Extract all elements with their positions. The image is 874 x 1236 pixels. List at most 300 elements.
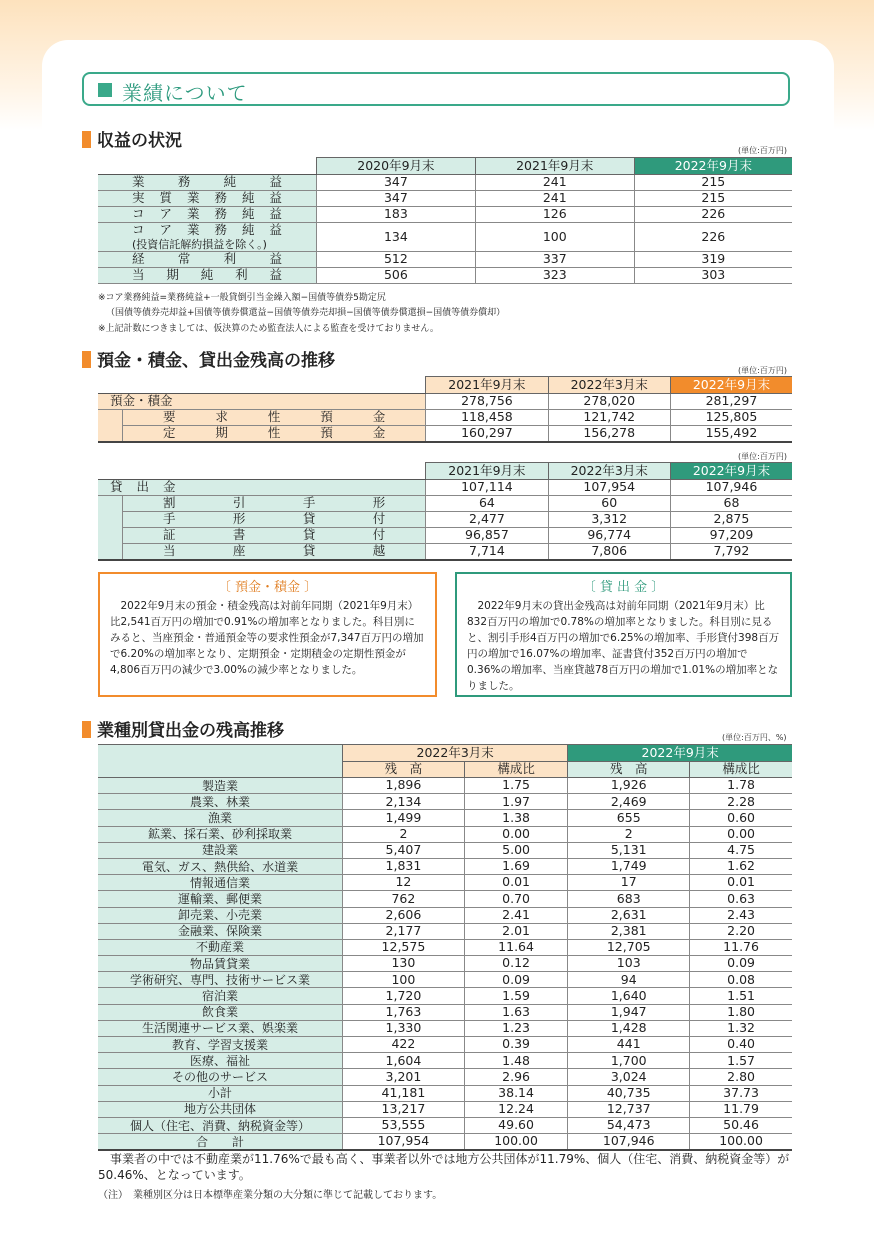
- label-char: 書: [232, 527, 246, 543]
- value-cell: 2.01: [464, 923, 567, 939]
- indent-cell: [98, 512, 123, 528]
- value-cell: 0.09: [464, 972, 567, 988]
- value-cell: 0.00: [464, 826, 567, 842]
- value-cell: 2,469: [568, 794, 690, 810]
- table-row: [98, 207, 792, 223]
- table-row: [98, 1069, 792, 1085]
- label-char: コ: [132, 206, 145, 222]
- value-cell: 2.20: [690, 923, 792, 939]
- value-cell: 1.23: [464, 1020, 567, 1036]
- header-row: [98, 377, 792, 394]
- row-label: 個人（住宅、消費、納税資金等）: [98, 1117, 343, 1133]
- label-char: 金: [372, 409, 386, 425]
- label-char: 利: [223, 251, 237, 267]
- table-row: [98, 810, 792, 826]
- table-row: [98, 1004, 792, 1020]
- table-row: [98, 907, 792, 923]
- value-cell: 7,792: [670, 544, 792, 561]
- row-label: 鉱業、採石業、砂利採取業: [98, 826, 343, 842]
- header-blank: [98, 377, 426, 394]
- label-char: 純: [241, 222, 255, 238]
- heading-bar-icon: [82, 721, 91, 738]
- value-cell: 100.00: [690, 1134, 792, 1151]
- value-cell: 50.46: [690, 1117, 792, 1133]
- row-label: 運輸業、郵便業: [98, 891, 343, 907]
- label-char: 利: [235, 267, 248, 283]
- value-cell: 1.97: [464, 794, 567, 810]
- row-label: 電気、ガス、熱供給、水道業: [98, 858, 343, 874]
- value-cell: 11.76: [690, 939, 792, 955]
- heading-bar-icon: [82, 131, 91, 148]
- table-row: [98, 544, 792, 561]
- table-row: [98, 891, 792, 907]
- label-char: 越: [372, 543, 386, 559]
- deposit-table: [98, 376, 792, 443]
- value-cell: 64: [426, 496, 548, 512]
- row-label: 預金・積金: [98, 394, 426, 410]
- header-blank: [98, 745, 343, 778]
- value-cell: 2,381: [568, 923, 690, 939]
- page-title: 業績について: [122, 81, 248, 105]
- table-row: [98, 223, 792, 252]
- row-label: [123, 496, 426, 512]
- table-row: [98, 410, 792, 426]
- label-char: 金: [372, 425, 386, 441]
- header-cell: 2022年3月末: [548, 377, 670, 394]
- label-char: 引: [232, 495, 246, 511]
- label-char: 割: [163, 495, 176, 511]
- loan-commentary-title: 〔 貸 出 金 〕: [582, 580, 665, 595]
- label-char: 性: [267, 425, 281, 441]
- label-char: 求: [215, 409, 228, 425]
- loan-commentary-box: [455, 572, 792, 697]
- label-char: 手: [302, 495, 316, 511]
- table-row: [98, 1053, 792, 1069]
- label-char: 益: [269, 206, 282, 222]
- indent-cell: [98, 410, 123, 426]
- table-row: [98, 988, 792, 1004]
- value-cell: 241: [475, 191, 634, 207]
- value-cell: 100: [343, 972, 465, 988]
- value-cell: 215: [634, 191, 792, 207]
- value-cell: 2,134: [343, 794, 465, 810]
- row-label: 宿泊業: [98, 988, 343, 1004]
- row-label: 金融業、保険業: [98, 923, 343, 939]
- deposit-commentary-text: 2022年9月末の預金・積金残高は対前年同期（2021年9月末）比2,541百万円の増加で0.91%の増加率となりました。科目別にみると、当座預金・普通預金等の要求性預金が7,347百万円の増加で6.20%の増加率となり、定期預金・定期積金の定期性預金が4,806百万円の減少で3.00%の減少率となりました。: [110, 600, 424, 676]
- label-char: 経: [132, 251, 145, 267]
- row-label: 教育、学習支援業: [98, 1037, 343, 1053]
- value-cell: 7,806: [548, 544, 670, 561]
- header-row: [98, 158, 792, 175]
- value-cell: 37.73: [690, 1085, 792, 1101]
- value-cell: 1.62: [690, 858, 792, 874]
- sub-header: 構成比: [464, 762, 567, 778]
- row-label: 情報通信業: [98, 875, 343, 891]
- value-cell: 2,875: [670, 512, 792, 528]
- value-cell: 226: [634, 207, 792, 223]
- value-cell: 0.70: [464, 891, 567, 907]
- value-cell: 17: [568, 875, 690, 891]
- row-label-text: [163, 529, 385, 542]
- value-cell: 100.00: [464, 1134, 567, 1151]
- value-cell: 5,131: [568, 842, 690, 858]
- value-cell: 1.75: [464, 778, 567, 794]
- row-label: 飲食業: [98, 1004, 343, 1020]
- row-label: 農業、林業: [98, 794, 343, 810]
- row-label: [98, 191, 317, 207]
- table-row: [98, 1020, 792, 1036]
- value-cell: 0.01: [464, 875, 567, 891]
- table-row: [98, 923, 792, 939]
- row-label-text: [163, 427, 385, 440]
- label-char: 貸: [302, 543, 316, 559]
- label-char: 質: [159, 190, 172, 206]
- value-cell: 12.24: [464, 1101, 567, 1117]
- value-cell: 97,209: [670, 528, 792, 544]
- table-row: [98, 1134, 792, 1151]
- period-header: 2022年3月末: [343, 745, 568, 762]
- row-label: 地方公共団体: [98, 1101, 343, 1117]
- row-label-text: [163, 513, 385, 526]
- table-row: [98, 1085, 792, 1101]
- value-cell: 1,720: [343, 988, 465, 1004]
- header-cell: 2022年9月末: [670, 463, 792, 480]
- value-cell: 0.00: [690, 826, 792, 842]
- header-cell: 2022年9月末: [634, 158, 792, 175]
- row-label: [98, 207, 317, 223]
- label-char: 益: [269, 267, 282, 283]
- header-blank: [98, 158, 317, 175]
- value-cell: 1,330: [343, 1020, 465, 1036]
- section-heading-income: 収益の状況: [82, 126, 182, 151]
- sub-header: 残 高: [568, 762, 690, 778]
- value-cell: 4.75: [690, 842, 792, 858]
- label-char: 貸: [302, 527, 316, 543]
- header-row: [98, 463, 792, 480]
- value-cell: 323: [475, 268, 634, 284]
- value-cell: 1,749: [568, 858, 690, 874]
- label-char: 当: [163, 543, 176, 559]
- row-label-text: [132, 269, 282, 282]
- header-cell: 2021年9月末: [426, 377, 548, 394]
- label-char: 貸: [302, 511, 316, 527]
- value-cell: 0.09: [690, 956, 792, 972]
- value-cell: 118,458: [426, 410, 548, 426]
- value-cell: 107,954: [343, 1134, 465, 1151]
- indent-cell: [98, 496, 123, 512]
- table-row: [98, 191, 792, 207]
- row-label: 小計: [98, 1085, 343, 1101]
- value-cell: 103: [568, 956, 690, 972]
- value-cell: 0.63: [690, 891, 792, 907]
- value-cell: 762: [343, 891, 465, 907]
- value-cell: 7,714: [426, 544, 548, 561]
- table-row: [98, 394, 792, 410]
- value-cell: 107,954: [548, 480, 670, 496]
- value-cell: 1,499: [343, 810, 465, 826]
- row-label: 学術研究、専門、技術サービス業: [98, 972, 343, 988]
- value-cell: 12: [343, 875, 465, 891]
- value-cell: 441: [568, 1037, 690, 1053]
- value-cell: 126: [475, 207, 634, 223]
- value-cell: 2,177: [343, 923, 465, 939]
- label-char: 業: [186, 190, 200, 206]
- table-row: [98, 1037, 792, 1053]
- value-cell: 2,631: [568, 907, 690, 923]
- value-cell: 0.60: [690, 810, 792, 826]
- value-cell: 337: [475, 252, 634, 268]
- label-char: ア: [159, 222, 172, 238]
- label-char: 証: [163, 527, 176, 543]
- label-char: 付: [372, 527, 386, 543]
- label-char: 預: [320, 409, 333, 425]
- value-cell: 2.96: [464, 1069, 567, 1085]
- main-title-box: [82, 72, 790, 106]
- value-cell: 121,742: [548, 410, 670, 426]
- label-char: 常: [177, 251, 191, 267]
- row-label: 建設業: [98, 842, 343, 858]
- table-row: [98, 1101, 792, 1117]
- label-char: 形: [232, 511, 246, 527]
- header-cell: 2021年9月末: [475, 158, 634, 175]
- label-char: 務: [214, 222, 227, 238]
- value-cell: 655: [568, 810, 690, 826]
- value-cell: 160,297: [426, 426, 548, 443]
- label-char: 要: [163, 409, 176, 425]
- label-char: 手: [163, 511, 176, 527]
- value-cell: 12,737: [568, 1101, 690, 1117]
- table-row: [98, 956, 792, 972]
- value-cell: 49.60: [464, 1117, 567, 1133]
- value-cell: 1.48: [464, 1053, 567, 1069]
- row-label: [98, 175, 317, 191]
- table-row: [98, 794, 792, 810]
- label-char: 業: [132, 174, 145, 190]
- row-label-text: [163, 411, 385, 424]
- note-3: ※上記計数につきましては、仮決算のため監査法人による監査を受けておりません。: [98, 324, 439, 334]
- row-label-text: [132, 253, 282, 266]
- heading-bar-icon: [82, 351, 91, 368]
- label-char: 期: [215, 425, 228, 441]
- unit-label: (単位:百万円): [738, 452, 787, 461]
- table-row: [98, 252, 792, 268]
- table-row: [98, 1117, 792, 1133]
- value-cell: 2,477: [426, 512, 548, 528]
- value-cell: 100: [475, 223, 634, 252]
- value-cell: 0.12: [464, 956, 567, 972]
- table-row: [98, 842, 792, 858]
- value-cell: 53,555: [343, 1117, 465, 1133]
- value-cell: 1,831: [343, 858, 465, 874]
- label-char: 性: [267, 409, 281, 425]
- value-cell: 54,473: [568, 1117, 690, 1133]
- label-char: 実: [132, 190, 145, 206]
- industry-note: （注） 業種別区分は日本標準産業分類の大分類に準じて記載しております。: [98, 1190, 443, 1201]
- table-row: [98, 875, 792, 891]
- value-cell: 5,407: [343, 842, 465, 858]
- label-char: 純: [241, 206, 255, 222]
- label-char: 形: [372, 495, 386, 511]
- row-label-text: [132, 224, 282, 237]
- row-label: [123, 410, 426, 426]
- row-label-text: [132, 208, 282, 221]
- label-char: 業: [186, 222, 200, 238]
- label-char: 純: [223, 174, 237, 190]
- value-cell: 1,947: [568, 1004, 690, 1020]
- value-cell: 215: [634, 175, 792, 191]
- value-cell: 107,946: [670, 480, 792, 496]
- row-label: [98, 268, 317, 284]
- value-cell: 347: [317, 191, 476, 207]
- label-char: 益: [269, 251, 282, 267]
- label-char: 益: [269, 190, 282, 206]
- header-cell: 2022年9月末: [670, 377, 792, 394]
- value-cell: 2.43: [690, 907, 792, 923]
- table-row: [98, 939, 792, 955]
- value-cell: 1,700: [568, 1053, 690, 1069]
- header-cell: 2022年3月末: [548, 463, 670, 480]
- header-blank: [98, 463, 426, 480]
- table-row: [98, 826, 792, 842]
- deposit-commentary-box: [98, 572, 437, 697]
- value-cell: 0.08: [690, 972, 792, 988]
- value-cell: 0.40: [690, 1037, 792, 1053]
- table-row: [98, 496, 792, 512]
- label-char: 務: [214, 206, 227, 222]
- row-label: [123, 426, 426, 443]
- table-row: [98, 480, 792, 496]
- unit-label: (単位:百万円): [738, 366, 787, 375]
- section-heading-deposits: 預金・積金、貸出金残高の推移: [82, 346, 335, 371]
- row-label-text: [163, 545, 385, 558]
- note-1: ※コア業務純益=業務純益+一般貸倒引当金繰入額−国債等債券5勘定尻: [98, 293, 386, 303]
- value-cell: 1,428: [568, 1020, 690, 1036]
- value-cell: 506: [317, 268, 476, 284]
- value-cell: 2.28: [690, 794, 792, 810]
- value-cell: 125,805: [670, 410, 792, 426]
- label-char: 益: [269, 174, 282, 190]
- value-cell: 12,575: [343, 939, 465, 955]
- table-row: [98, 426, 792, 443]
- value-cell: 0.01: [690, 875, 792, 891]
- loan-commentary-text: 2022年9月末の貸出金残高は対前年同期（2021年9月末）比832百万円の増加で0.78%の増加率となりました。科目別に見ると、割引手形4百万円の増加で6.25%の増加率、手形貸付398百万円の増加で16.07%の増加率、証書貸付352百万円の増加で0.36%の増加率、当座貸越78百万円の増加で1.01%の増加率となりました。: [467, 600, 780, 692]
- value-cell: 13,217: [343, 1101, 465, 1117]
- indent-cell: [98, 426, 123, 443]
- value-cell: 11.64: [464, 939, 567, 955]
- label-char: ア: [159, 206, 172, 222]
- note-2: （国債等債券売却益+国債等債券償還益−国債等債券売却損−国債等債券償還損−国債等債券償却）: [106, 308, 506, 318]
- label-char: 業: [186, 206, 200, 222]
- value-cell: 68: [670, 496, 792, 512]
- value-cell: 422: [343, 1037, 465, 1053]
- value-cell: 41,181: [343, 1085, 465, 1101]
- value-cell: 683: [568, 891, 690, 907]
- row-label: [123, 528, 426, 544]
- label-char: 純: [200, 267, 214, 283]
- value-cell: 1.59: [464, 988, 567, 1004]
- row-label: [98, 252, 317, 268]
- value-cell: 319: [634, 252, 792, 268]
- section-heading-industry: 業種別貸出金の残高推移: [82, 716, 284, 741]
- label-char: 当: [132, 267, 145, 283]
- value-cell: 2: [568, 826, 690, 842]
- row-label: 貸出金: [98, 480, 426, 496]
- row-label-text: [132, 176, 282, 189]
- value-cell: 1.51: [690, 988, 792, 1004]
- deposit-commentary-title: 〔 預金・積金 〕: [217, 580, 318, 595]
- row-label: その他のサービス: [98, 1069, 343, 1085]
- value-cell: 5.00: [464, 842, 567, 858]
- row-label-text: [132, 192, 282, 205]
- value-cell: 2: [343, 826, 465, 842]
- label-char: 期: [166, 267, 179, 283]
- value-cell: 1.78: [690, 778, 792, 794]
- value-cell: 130: [343, 956, 465, 972]
- value-cell: 3,312: [548, 512, 670, 528]
- value-cell: 38.14: [464, 1085, 567, 1101]
- row-label: 生活関連サービス業、娯楽業: [98, 1020, 343, 1036]
- header-cell: 2021年9月末: [426, 463, 548, 480]
- label-char: コ: [132, 222, 145, 238]
- value-cell: 40,735: [568, 1085, 690, 1101]
- period-header: 2022年9月末: [568, 745, 792, 762]
- label-char: 付: [372, 511, 386, 527]
- indent-cell: [98, 544, 123, 561]
- label-char: 預: [320, 425, 333, 441]
- value-cell: 96,774: [548, 528, 670, 544]
- sub-header: 構成比: [690, 762, 792, 778]
- value-cell: 134: [317, 223, 476, 252]
- value-cell: 11.79: [690, 1101, 792, 1117]
- row-label: 合 計: [98, 1134, 343, 1151]
- sub-header: 残 高: [343, 762, 465, 778]
- value-cell: 1.69: [464, 858, 567, 874]
- label-char: 座: [232, 543, 246, 559]
- value-cell: 278,020: [548, 394, 670, 410]
- table-row: [98, 175, 792, 191]
- value-cell: 3,024: [568, 1069, 690, 1085]
- value-cell: 107,114: [426, 480, 548, 496]
- value-cell: 107,946: [568, 1134, 690, 1151]
- header-row: [98, 745, 792, 762]
- row-label-text: [163, 497, 385, 510]
- table-row: [98, 972, 792, 988]
- value-cell: 3,201: [343, 1069, 465, 1085]
- value-cell: 156,278: [548, 426, 670, 443]
- value-cell: 278,756: [426, 394, 548, 410]
- value-cell: 2.80: [690, 1069, 792, 1085]
- row-label: 卸売業、小売業: [98, 907, 343, 923]
- value-cell: 96,857: [426, 528, 548, 544]
- value-cell: 241: [475, 175, 634, 191]
- value-cell: 155,492: [670, 426, 792, 443]
- value-cell: 1.57: [690, 1053, 792, 1069]
- value-cell: 1,763: [343, 1004, 465, 1020]
- value-cell: 1,604: [343, 1053, 465, 1069]
- value-cell: 94: [568, 972, 690, 988]
- header-cell: 2020年9月末: [317, 158, 476, 175]
- value-cell: 60: [548, 496, 670, 512]
- value-cell: 12,705: [568, 939, 690, 955]
- row-label: 不動産業: [98, 939, 343, 955]
- value-cell: 512: [317, 252, 476, 268]
- table-row: [98, 512, 792, 528]
- label-char: 務: [177, 174, 191, 190]
- value-cell: 1,896: [343, 778, 465, 794]
- industry-loan-table: [98, 744, 792, 1151]
- row-label: 医療、福祉: [98, 1053, 343, 1069]
- row-label-wrap: [132, 224, 282, 250]
